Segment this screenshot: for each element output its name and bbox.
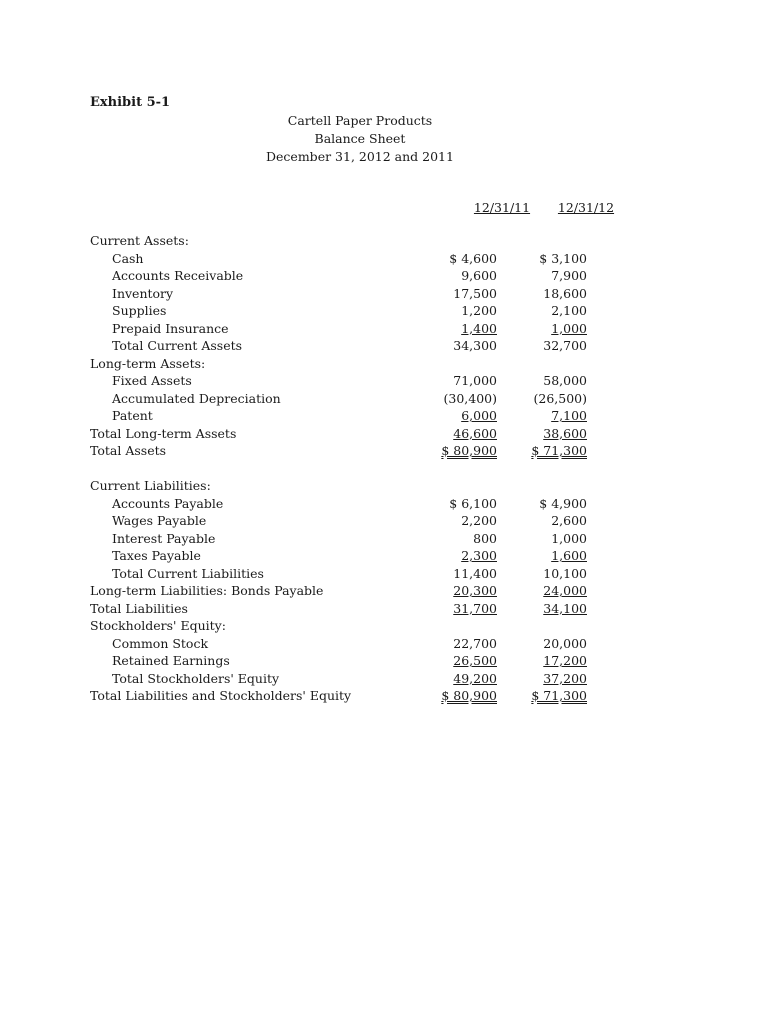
value-2011 (427, 670, 497, 688)
value-2012-text: 10,100 (543, 565, 587, 581)
value-2012-text: 17,200 (543, 653, 587, 668)
column-header-2012: 12/31/12 (557, 200, 615, 215)
column-header-2011: 12/31/11 (473, 200, 531, 215)
table-row (0, 670, 768, 688)
row-label: Total Stockholders' Equity (112, 670, 280, 686)
table-row (0, 302, 768, 320)
value-2011-text: $ 6,100 (449, 495, 497, 511)
value-2012 (517, 250, 587, 268)
value-2012-text: 18,600 (543, 285, 587, 301)
row-label: Accounts Payable (112, 495, 224, 511)
value-2011 (427, 302, 497, 320)
value-2011 (427, 652, 497, 670)
value-2011-text: 1,400 (461, 320, 497, 336)
value-2012 (517, 547, 587, 565)
value-2012 (517, 600, 587, 618)
row-label: Accounts Receivable (112, 268, 244, 283)
value-2012 (517, 530, 587, 548)
value-2011-text: $ 4,600 (449, 250, 497, 266)
table-row (0, 267, 768, 285)
value-2012-text: 1,000 (551, 320, 587, 336)
value-2012-text: 32,700 (543, 338, 587, 353)
value-2011-text: 6,000 (461, 408, 497, 423)
value-2012-text: 7,900 (551, 268, 587, 283)
table-row (0, 232, 768, 250)
value-2011-text: 1,200 (461, 303, 497, 318)
value-2011 (427, 512, 497, 530)
value-2011 (427, 495, 497, 513)
value-2011 (427, 442, 497, 460)
table-row (0, 495, 768, 513)
value-2012 (517, 285, 587, 303)
row-label: Current Assets: (90, 233, 189, 248)
statement-period: December 31, 2012 and 2011 (266, 149, 454, 164)
value-2011-text: 2,200 (461, 513, 497, 528)
table-row (0, 617, 768, 635)
table-row (0, 600, 768, 618)
statement-header (0, 112, 720, 166)
table-row (0, 635, 768, 653)
value-2012-text: 24,000 (543, 583, 587, 598)
value-2012 (517, 512, 587, 530)
value-2012 (517, 652, 587, 670)
table-row (0, 442, 768, 460)
value-2012-text: 1,600 (551, 548, 587, 563)
table-row (0, 407, 768, 425)
row-label: Interest Payable (112, 530, 216, 546)
value-2011-text: 71,000 (453, 373, 497, 388)
value-2011-text: 46,600 (453, 425, 497, 441)
value-2011-text: $ 80,900 (441, 688, 497, 703)
row-label: Taxes Payable (112, 548, 201, 563)
value-2012 (517, 565, 587, 583)
row-label: Total Current Liabilities (112, 565, 264, 581)
value-2011 (427, 320, 497, 338)
value-2011-text: 49,200 (453, 670, 497, 686)
value-2011-text: 11,400 (453, 565, 497, 581)
value-2012 (517, 302, 587, 320)
row-label: Total Assets (90, 443, 167, 458)
row-label: Supplies (112, 303, 167, 318)
value-2012 (517, 390, 587, 408)
table-row (0, 687, 768, 705)
row-label: Cash (112, 250, 144, 266)
row-label: Stockholders' Equity: (90, 618, 226, 633)
table-row (0, 390, 768, 408)
table-row (0, 425, 768, 443)
value-2011-text: 17,500 (453, 285, 497, 301)
row-label: Patent (112, 408, 153, 423)
value-2012-text: 2,600 (551, 513, 587, 528)
value-2012 (517, 582, 587, 600)
row-label: Accumulated Depreciation (112, 390, 281, 406)
value-2011 (427, 582, 497, 600)
value-2012-text: 58,000 (543, 373, 587, 388)
table-row (0, 530, 768, 548)
table-row (0, 355, 768, 373)
value-2011 (427, 285, 497, 303)
value-2012-text: $ 71,300 (531, 688, 587, 703)
value-2011 (427, 390, 497, 408)
value-2011 (427, 372, 497, 390)
value-2011-text: 34,300 (453, 338, 497, 353)
row-label: Prepaid Insurance (112, 320, 229, 336)
value-2011 (427, 530, 497, 548)
value-2011 (427, 407, 497, 425)
value-2011-text: 22,700 (453, 635, 497, 651)
value-2012-text: 34,100 (543, 600, 587, 616)
table-row (0, 250, 768, 268)
value-2011 (427, 337, 497, 355)
value-2012 (517, 687, 587, 705)
value-2011-text: $ 80,900 (441, 443, 497, 458)
value-2011 (427, 250, 497, 268)
spacer-row (0, 460, 768, 478)
value-2012-text: 7,100 (551, 408, 587, 423)
value-2012 (517, 267, 587, 285)
value-2011 (427, 267, 497, 285)
value-2011 (427, 547, 497, 565)
table-row (0, 652, 768, 670)
table-row (0, 285, 768, 303)
value-2012 (517, 425, 587, 443)
value-2012-text: 1,000 (551, 530, 587, 546)
value-2012 (517, 407, 587, 425)
table-row (0, 565, 768, 583)
row-label: Total Liabilities (90, 600, 188, 616)
company-name: Cartell Paper Products (287, 113, 433, 128)
row-label: Retained Earnings (112, 653, 230, 668)
table-row (0, 477, 768, 495)
value-2012 (517, 635, 587, 653)
value-2012 (517, 442, 587, 460)
value-2011 (427, 565, 497, 583)
row-label: Current Liabilities: (90, 478, 211, 493)
exhibit-label: Exhibit 5-1 (90, 95, 171, 110)
row-label: Long-term Liabilities: Bonds Payable (90, 583, 324, 598)
value-2011-text: 31,700 (453, 600, 497, 616)
value-2011-text: 800 (473, 530, 497, 546)
value-2011 (427, 600, 497, 618)
table-row (0, 512, 768, 530)
value-2011 (427, 635, 497, 653)
value-2012-text: 37,200 (543, 670, 587, 686)
value-2011-text: (30,400) (443, 390, 497, 406)
table-row (0, 337, 768, 355)
statement-title: Balance Sheet (314, 131, 406, 146)
value-2012-text: $ 3,100 (539, 250, 587, 266)
value-2012-text: $ 4,900 (539, 495, 587, 511)
value-2012 (517, 372, 587, 390)
value-2012-text: 2,100 (551, 303, 587, 318)
value-2012-text: 20,000 (543, 635, 587, 651)
value-2011-text: 9,600 (461, 268, 497, 283)
value-2011-text: 20,300 (453, 583, 497, 598)
row-label: Total Liabilities and Stockholders' Equity (90, 688, 352, 703)
table-row (0, 320, 768, 338)
table-row (0, 547, 768, 565)
value-2011 (427, 687, 497, 705)
row-label: Common Stock (112, 635, 209, 651)
value-2012 (517, 337, 587, 355)
row-label: Total Long-term Assets (90, 425, 237, 441)
value-2011 (427, 425, 497, 443)
value-2011-text: 2,300 (461, 548, 497, 563)
value-2012 (517, 670, 587, 688)
row-label: Wages Payable (112, 513, 207, 528)
row-label: Total Current Assets (112, 338, 243, 353)
value-2011-text: 26,500 (453, 653, 497, 668)
table-row (0, 372, 768, 390)
value-2012-text: (26,500) (533, 390, 587, 406)
value-2012 (517, 320, 587, 338)
table-row (0, 582, 768, 600)
row-label: Long-term Assets: (90, 355, 206, 371)
value-2012 (517, 495, 587, 513)
value-2012-text: 38,600 (543, 425, 587, 441)
row-label: Inventory (112, 285, 174, 301)
value-2012-text: $ 71,300 (531, 443, 587, 458)
row-label: Fixed Assets (112, 373, 192, 388)
